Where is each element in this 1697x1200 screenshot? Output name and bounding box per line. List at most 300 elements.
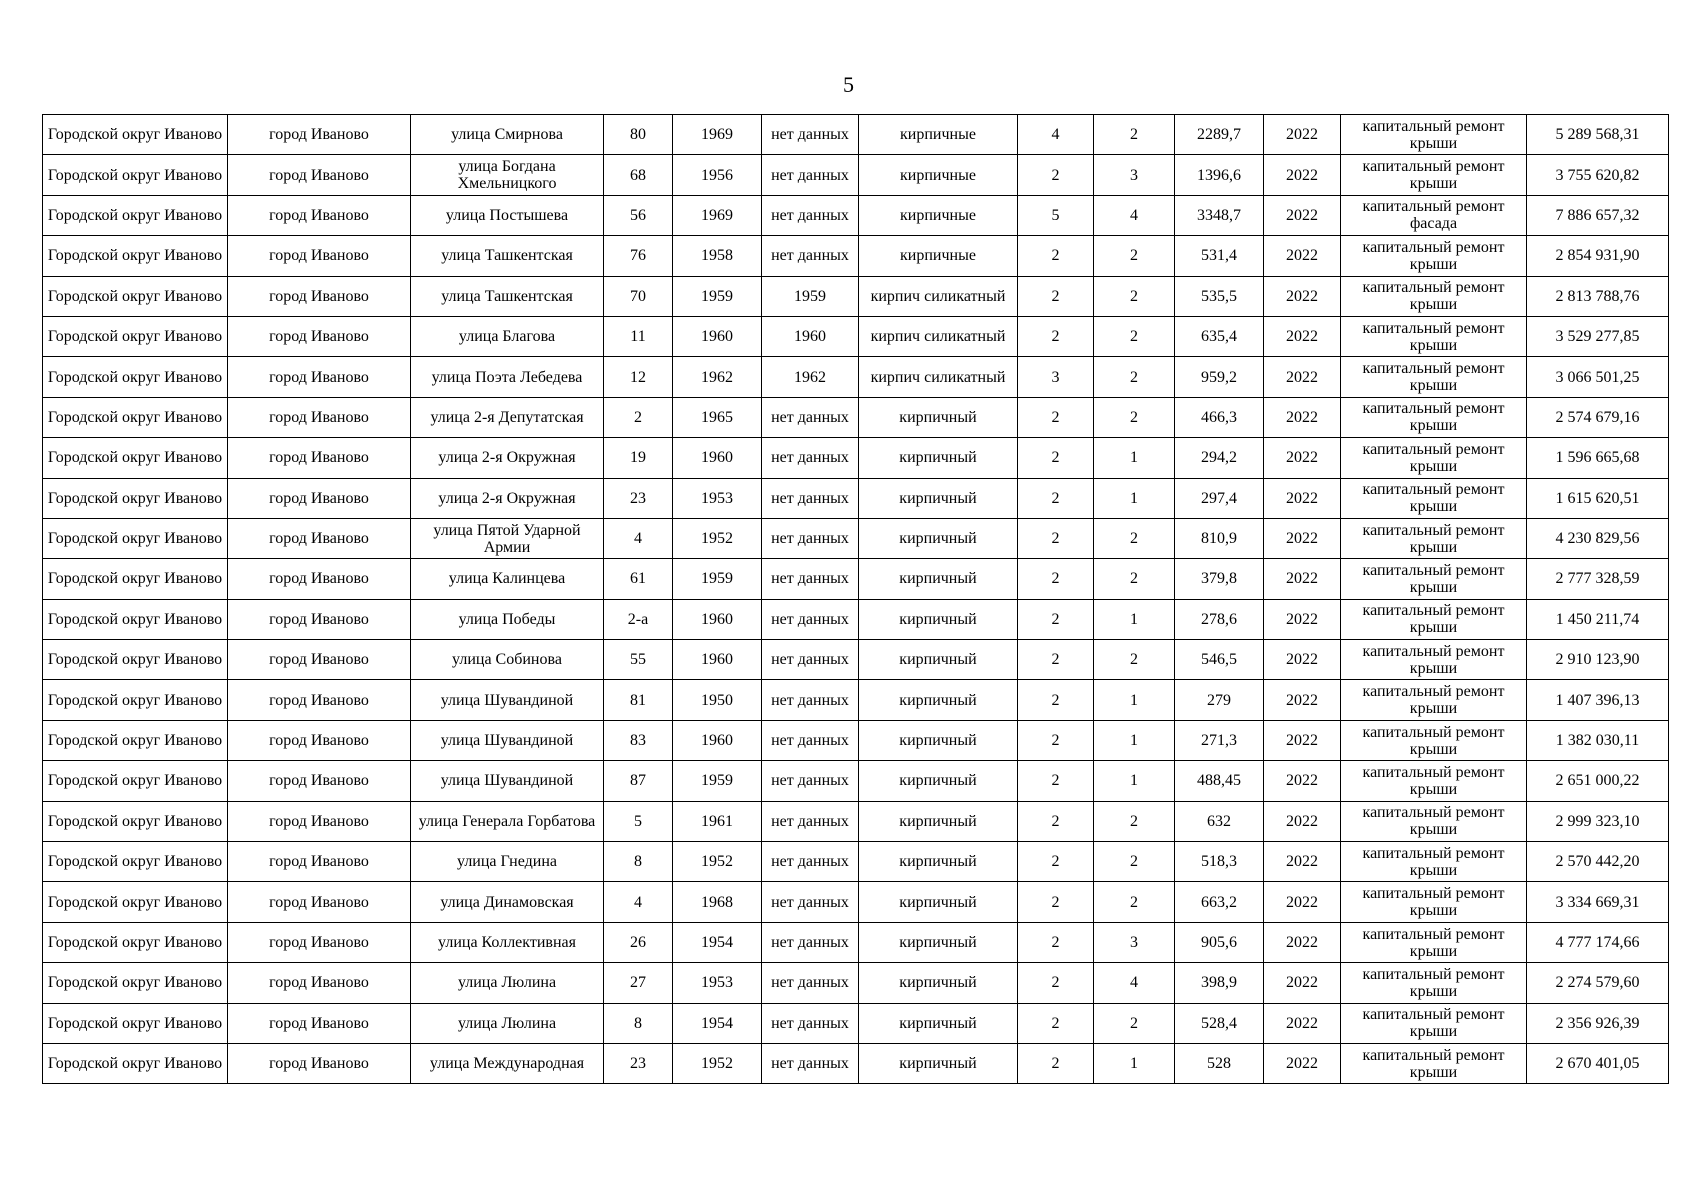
construction-year-cell bbox=[673, 599, 762, 639]
construction-year-cell bbox=[673, 115, 762, 155]
cell-text: Городской округ Иваново bbox=[47, 247, 223, 265]
table-body bbox=[43, 115, 1669, 1084]
entrances-cell bbox=[1094, 842, 1175, 882]
wall-material-cell bbox=[859, 316, 1018, 356]
cell-text: 2 bbox=[1130, 247, 1138, 265]
house-number-cell bbox=[604, 438, 673, 478]
area-cell bbox=[1175, 720, 1264, 760]
repair-year-cell bbox=[1264, 882, 1341, 922]
cell-text: 2 bbox=[1130, 812, 1138, 830]
cell-text: нет данных bbox=[771, 247, 849, 265]
commissioning-year-cell bbox=[762, 842, 859, 882]
area-cell bbox=[1175, 397, 1264, 437]
cell-text: улица Международная bbox=[429, 1055, 585, 1073]
cell-text: улица Динамовская bbox=[440, 893, 574, 911]
cell-text: город Иваново bbox=[269, 732, 369, 750]
municipality-cell bbox=[43, 276, 228, 316]
cell-text: Городской округ Иваново bbox=[47, 853, 223, 871]
construction-year-cell bbox=[673, 1043, 762, 1083]
work-type-cell bbox=[1341, 478, 1527, 518]
house-number-cell bbox=[604, 882, 673, 922]
municipality-cell bbox=[43, 1003, 228, 1043]
cell-text: кирпичный bbox=[899, 1055, 977, 1073]
housing-repair-table bbox=[42, 114, 1669, 1084]
repair-year-cell bbox=[1264, 478, 1341, 518]
area-cell bbox=[1175, 155, 1264, 195]
cell-text: город Иваново bbox=[269, 489, 369, 507]
table-row bbox=[43, 397, 1669, 437]
commissioning-year-cell bbox=[762, 640, 859, 680]
wall-material-cell bbox=[859, 922, 1018, 962]
house-number-cell bbox=[604, 357, 673, 397]
construction-year-cell bbox=[673, 518, 762, 558]
cell-text: 2022 bbox=[1286, 853, 1318, 871]
cell-text: 1 bbox=[1130, 489, 1138, 507]
street-cell bbox=[411, 438, 604, 478]
house-number-cell bbox=[604, 478, 673, 518]
work-type-cell bbox=[1341, 518, 1527, 558]
cell-text: 1952 bbox=[701, 1055, 733, 1073]
cell-text: нет данных bbox=[771, 1055, 849, 1073]
construction-year-cell bbox=[673, 842, 762, 882]
wall-material-cell bbox=[859, 438, 1018, 478]
construction-year-cell bbox=[673, 357, 762, 397]
cell-text: нет данных bbox=[771, 651, 849, 669]
cell-text: капитальный ремонт крыши bbox=[1362, 117, 1505, 152]
cell-text: кирпичный bbox=[899, 449, 977, 467]
floors-cell bbox=[1018, 559, 1094, 599]
wall-material-cell bbox=[859, 478, 1018, 518]
cell-text: Городской округ Иваново bbox=[47, 530, 223, 548]
city-cell bbox=[228, 1003, 411, 1043]
area-cell bbox=[1175, 438, 1264, 478]
cell-text: капитальный ремонт крыши bbox=[1362, 844, 1505, 879]
cell-text: кирпичный bbox=[899, 530, 977, 548]
page-number: 5 bbox=[843, 72, 854, 97]
cell-text: город Иваново bbox=[269, 570, 369, 588]
cell-text: 2022 bbox=[1286, 126, 1318, 144]
cell-text: 2 356 926,39 bbox=[1555, 1014, 1640, 1032]
repair-year-cell bbox=[1264, 195, 1341, 235]
cell-text: улица Смирнова bbox=[451, 126, 563, 144]
cell-text: 2022 bbox=[1286, 570, 1318, 588]
cell-text: Городской округ Иваново bbox=[47, 206, 223, 224]
street-cell bbox=[411, 155, 604, 195]
cell-text: капитальный ремонт крыши bbox=[1362, 965, 1505, 1000]
floors-cell bbox=[1018, 842, 1094, 882]
cell-text: 2 bbox=[1130, 368, 1138, 386]
cell-text: 56 bbox=[630, 206, 646, 224]
wall-material-cell bbox=[859, 195, 1018, 235]
repair-year-cell bbox=[1264, 316, 1341, 356]
cell-text: капитальный ремонт крыши bbox=[1362, 400, 1505, 435]
cost-cell bbox=[1527, 195, 1669, 235]
cell-text: нет данных bbox=[771, 126, 849, 144]
cell-text: 2 bbox=[1051, 449, 1060, 467]
cell-text: улица Ташкентская bbox=[441, 287, 573, 305]
floors-cell bbox=[1018, 115, 1094, 155]
cell-text: 5 bbox=[1051, 206, 1060, 224]
city-cell bbox=[228, 236, 411, 276]
commissioning-year-cell bbox=[762, 680, 859, 720]
city-cell bbox=[228, 195, 411, 235]
cell-text: 12 bbox=[630, 368, 646, 386]
work-type-cell bbox=[1341, 599, 1527, 639]
cell-text: улица Генерала Горбатова bbox=[418, 812, 596, 830]
cell-text: 2022 bbox=[1286, 328, 1318, 346]
cost-cell bbox=[1527, 357, 1669, 397]
cell-text: город Иваново bbox=[269, 691, 369, 709]
cell-text: город Иваново bbox=[269, 449, 369, 467]
cell-text: 11 bbox=[630, 328, 646, 346]
cell-text: 2 777 328,59 bbox=[1555, 570, 1640, 588]
repair-year-cell bbox=[1264, 963, 1341, 1003]
cell-text: Городской округ Иваново bbox=[47, 570, 223, 588]
cell-text: 2022 bbox=[1286, 893, 1318, 911]
floors-cell bbox=[1018, 882, 1094, 922]
cost-cell bbox=[1527, 438, 1669, 478]
cell-text: 528 bbox=[1207, 1055, 1231, 1073]
cell-text: Городской округ Иваново bbox=[47, 368, 223, 386]
repair-year-cell bbox=[1264, 761, 1341, 801]
cell-text: 1961 bbox=[701, 812, 733, 830]
cell-text: 379,8 bbox=[1201, 570, 1237, 588]
cost-cell bbox=[1527, 155, 1669, 195]
area-cell bbox=[1175, 801, 1264, 841]
repair-year-cell bbox=[1264, 155, 1341, 195]
cell-text: капитальный ремонт крыши bbox=[1362, 440, 1505, 475]
cost-cell bbox=[1527, 761, 1669, 801]
street-cell bbox=[411, 559, 604, 599]
cell-text: 1 bbox=[1130, 772, 1138, 790]
cell-text: капитальный ремонт крыши bbox=[1362, 885, 1505, 920]
commissioning-year-cell bbox=[762, 1003, 859, 1043]
cell-text: 23 bbox=[630, 1055, 646, 1073]
house-number-cell bbox=[604, 720, 673, 760]
cell-text: 297,4 bbox=[1201, 489, 1237, 507]
cell-text: город Иваново bbox=[269, 610, 369, 628]
cell-text: 1952 bbox=[701, 530, 733, 548]
table-row bbox=[43, 720, 1669, 760]
cell-text: Городской округ Иваново bbox=[47, 287, 223, 305]
municipality-cell bbox=[43, 720, 228, 760]
commissioning-year-cell bbox=[762, 1043, 859, 1083]
cell-text: 663,2 bbox=[1201, 893, 1237, 911]
cell-text: капитальный ремонт крыши bbox=[1362, 481, 1505, 516]
construction-year-cell bbox=[673, 801, 762, 841]
cell-text: нет данных bbox=[771, 166, 849, 184]
floors-cell bbox=[1018, 720, 1094, 760]
entrances-cell bbox=[1094, 1043, 1175, 1083]
cost-cell bbox=[1527, 842, 1669, 882]
entrances-cell bbox=[1094, 801, 1175, 841]
street-cell bbox=[411, 882, 604, 922]
wall-material-cell bbox=[859, 882, 1018, 922]
house-number-cell bbox=[604, 316, 673, 356]
street-cell bbox=[411, 761, 604, 801]
wall-material-cell bbox=[859, 518, 1018, 558]
repair-year-cell bbox=[1264, 438, 1341, 478]
cell-text: кирпичный bbox=[899, 853, 977, 871]
work-type-cell bbox=[1341, 640, 1527, 680]
area-cell bbox=[1175, 640, 1264, 680]
cell-text: 959,2 bbox=[1201, 368, 1237, 386]
cell-text: город Иваново bbox=[269, 328, 369, 346]
cell-text: 2 651 000,22 bbox=[1555, 772, 1640, 790]
cell-text: 2022 bbox=[1286, 1055, 1318, 1073]
cell-text: 1959 bbox=[701, 772, 733, 790]
cell-text: Городской округ Иваново bbox=[47, 651, 223, 669]
cost-cell bbox=[1527, 1043, 1669, 1083]
cell-text: 531,4 bbox=[1201, 247, 1237, 265]
cell-text: 1959 bbox=[701, 287, 733, 305]
floors-cell bbox=[1018, 640, 1094, 680]
cell-text: кирпичный bbox=[899, 812, 977, 830]
house-number-cell bbox=[604, 559, 673, 599]
cell-text: 2 bbox=[1051, 691, 1060, 709]
cell-text: капитальный ремонт крыши bbox=[1362, 360, 1505, 395]
repair-year-cell bbox=[1264, 115, 1341, 155]
entrances-cell bbox=[1094, 963, 1175, 1003]
floors-cell bbox=[1018, 761, 1094, 801]
work-type-cell bbox=[1341, 155, 1527, 195]
cell-text: 1953 bbox=[701, 974, 733, 992]
cell-text: 87 bbox=[630, 772, 646, 790]
house-number-cell bbox=[604, 963, 673, 1003]
cell-text: улица Шувандиной bbox=[440, 691, 574, 709]
table-row bbox=[43, 195, 1669, 235]
cell-text: 632 bbox=[1207, 812, 1231, 830]
city-cell bbox=[228, 963, 411, 1003]
cost-cell bbox=[1527, 1003, 1669, 1043]
street-cell bbox=[411, 195, 604, 235]
table-row bbox=[43, 1043, 1669, 1083]
table-row bbox=[43, 438, 1669, 478]
cell-text: кирпичный bbox=[899, 893, 977, 911]
table-row bbox=[43, 357, 1669, 397]
cost-cell bbox=[1527, 518, 1669, 558]
entrances-cell bbox=[1094, 155, 1175, 195]
city-cell bbox=[228, 640, 411, 680]
entrances-cell bbox=[1094, 720, 1175, 760]
cell-text: город Иваново bbox=[269, 934, 369, 951]
cell-text: 1959 bbox=[701, 570, 733, 588]
cell-text: кирпичный bbox=[899, 934, 977, 951]
construction-year-cell bbox=[673, 316, 762, 356]
cell-text: 80 bbox=[630, 126, 646, 144]
cell-text: 294,2 bbox=[1201, 449, 1237, 467]
city-cell bbox=[228, 599, 411, 639]
cell-text: 83 bbox=[630, 732, 646, 750]
cell-text: 26 bbox=[630, 934, 646, 951]
construction-year-cell bbox=[673, 478, 762, 518]
cost-cell bbox=[1527, 115, 1669, 155]
municipality-cell bbox=[43, 478, 228, 518]
cost-cell bbox=[1527, 720, 1669, 760]
cell-text: 8 bbox=[634, 853, 642, 871]
cell-text: 2022 bbox=[1286, 651, 1318, 669]
cell-text: улица Люлина bbox=[457, 974, 557, 992]
cell-text: город Иваново bbox=[269, 651, 369, 669]
commissioning-year-cell bbox=[762, 559, 859, 599]
cell-text: 2022 bbox=[1286, 449, 1318, 467]
cell-text: капитальный ремонт крыши bbox=[1362, 1006, 1505, 1041]
cell-text: 535,5 bbox=[1201, 287, 1237, 305]
area-cell bbox=[1175, 1003, 1264, 1043]
cell-text: Городской округ Иваново bbox=[47, 974, 223, 992]
city-cell bbox=[228, 155, 411, 195]
municipality-cell bbox=[43, 599, 228, 639]
street-cell bbox=[411, 397, 604, 437]
floors-cell bbox=[1018, 155, 1094, 195]
cell-text: капитальный ремонт крыши bbox=[1362, 804, 1505, 839]
house-number-cell bbox=[604, 236, 673, 276]
house-number-cell bbox=[604, 195, 673, 235]
area-cell bbox=[1175, 316, 1264, 356]
table-row bbox=[43, 680, 1669, 720]
cell-text: 2 910 123,90 bbox=[1555, 651, 1640, 669]
cost-cell bbox=[1527, 397, 1669, 437]
area-cell bbox=[1175, 1043, 1264, 1083]
repair-year-cell bbox=[1264, 801, 1341, 841]
cell-text: улица Победы bbox=[458, 610, 556, 628]
cell-text: капитальный ремонт крыши bbox=[1362, 602, 1505, 637]
cell-text: улица Люлина bbox=[457, 1014, 557, 1032]
cell-text: 1959 bbox=[794, 287, 826, 305]
cell-text: 1 596 665,68 bbox=[1555, 449, 1640, 467]
cell-text: улица 2-я Окружная bbox=[438, 449, 576, 467]
cell-text: 2022 bbox=[1286, 1014, 1318, 1032]
cell-text: нет данных bbox=[771, 853, 849, 871]
street-cell bbox=[411, 357, 604, 397]
municipality-cell bbox=[43, 963, 228, 1003]
cell-text: 2 bbox=[1051, 489, 1060, 507]
cell-text: 466,3 bbox=[1201, 408, 1237, 426]
house-number-cell bbox=[604, 155, 673, 195]
cell-text: 1958 bbox=[701, 247, 733, 265]
cell-text: 1 bbox=[1130, 1055, 1138, 1073]
cell-text: улица Ташкентская bbox=[441, 247, 573, 265]
cell-text: кирпичный bbox=[899, 974, 977, 992]
cell-text: 2 bbox=[1051, 408, 1060, 426]
entrances-cell bbox=[1094, 640, 1175, 680]
area-cell bbox=[1175, 599, 1264, 639]
construction-year-cell bbox=[673, 720, 762, 760]
table-row bbox=[43, 559, 1669, 599]
cell-text: кирпичный bbox=[899, 570, 977, 588]
entrances-cell bbox=[1094, 438, 1175, 478]
cell-text: 2 bbox=[1051, 812, 1060, 830]
cell-text: 2 bbox=[1051, 610, 1060, 628]
street-cell bbox=[411, 842, 604, 882]
cell-text: нет данных bbox=[771, 408, 849, 426]
cost-cell bbox=[1527, 478, 1669, 518]
cell-text: 76 bbox=[630, 247, 646, 265]
city-cell bbox=[228, 761, 411, 801]
commissioning-year-cell bbox=[762, 801, 859, 841]
cell-text: 2 bbox=[1130, 530, 1138, 548]
construction-year-cell bbox=[673, 882, 762, 922]
area-cell bbox=[1175, 882, 1264, 922]
work-type-cell bbox=[1341, 316, 1527, 356]
floors-cell bbox=[1018, 963, 1094, 1003]
cell-text: Городской округ Иваново bbox=[47, 126, 223, 144]
cell-text: капитальный ремонт крыши bbox=[1362, 683, 1505, 718]
floors-cell bbox=[1018, 397, 1094, 437]
cell-text: 2022 bbox=[1286, 732, 1318, 750]
city-cell bbox=[228, 801, 411, 841]
cell-text: улица Собинова bbox=[452, 651, 562, 669]
cell-text: 1 bbox=[1130, 610, 1138, 628]
wall-material-cell bbox=[859, 599, 1018, 639]
cell-text: нет данных bbox=[771, 772, 849, 790]
cell-text: Городской округ Иваново bbox=[47, 328, 223, 346]
street-cell bbox=[411, 599, 604, 639]
commissioning-year-cell bbox=[762, 963, 859, 1003]
cell-text: 2 bbox=[1051, 934, 1060, 951]
repair-year-cell bbox=[1264, 842, 1341, 882]
repair-year-cell bbox=[1264, 276, 1341, 316]
area-cell bbox=[1175, 236, 1264, 276]
cell-text: 5 289 568,31 bbox=[1555, 126, 1640, 144]
cell-text: нет данных bbox=[771, 449, 849, 467]
municipality-cell bbox=[43, 882, 228, 922]
cell-text: улица 2-я Депутатская bbox=[430, 408, 584, 426]
work-type-cell bbox=[1341, 801, 1527, 841]
cell-text: 1960 bbox=[701, 651, 733, 669]
construction-year-cell bbox=[673, 680, 762, 720]
cell-text: капитальный ремонт крыши bbox=[1362, 723, 1505, 758]
cell-text: 1956 bbox=[701, 166, 733, 184]
table-row bbox=[43, 882, 1669, 922]
commissioning-year-cell bbox=[762, 599, 859, 639]
municipality-cell bbox=[43, 195, 228, 235]
house-number-cell bbox=[604, 115, 673, 155]
area-cell bbox=[1175, 761, 1264, 801]
entrances-cell bbox=[1094, 357, 1175, 397]
cell-text: 2 bbox=[1051, 853, 1060, 871]
cell-text: Городской округ Иваново bbox=[47, 1014, 223, 1032]
cell-text: 1960 bbox=[701, 732, 733, 750]
wall-material-cell bbox=[859, 801, 1018, 841]
street-cell bbox=[411, 922, 604, 962]
cell-text: улица Богдана Хмельницкого bbox=[457, 158, 557, 193]
cell-text: 2289,7 bbox=[1197, 126, 1241, 144]
floors-cell bbox=[1018, 195, 1094, 235]
house-number-cell bbox=[604, 1043, 673, 1083]
cell-text: Городской округ Иваново bbox=[47, 610, 223, 628]
cell-text: 1952 bbox=[701, 853, 733, 871]
commissioning-year-cell bbox=[762, 357, 859, 397]
floors-cell bbox=[1018, 1043, 1094, 1083]
table-row bbox=[43, 316, 1669, 356]
cell-text: 5 bbox=[634, 812, 642, 830]
repair-year-cell bbox=[1264, 1003, 1341, 1043]
cost-cell bbox=[1527, 599, 1669, 639]
cell-text: кирпичные bbox=[900, 166, 976, 184]
table-row bbox=[43, 922, 1669, 962]
municipality-cell bbox=[43, 518, 228, 558]
entrances-cell bbox=[1094, 680, 1175, 720]
commissioning-year-cell bbox=[762, 236, 859, 276]
cell-text: 2 bbox=[1130, 651, 1138, 669]
cell-text: 2 bbox=[1051, 1014, 1060, 1032]
area-cell bbox=[1175, 478, 1264, 518]
entrances-cell bbox=[1094, 195, 1175, 235]
floors-cell bbox=[1018, 922, 1094, 962]
cell-text: 2 bbox=[1130, 853, 1138, 871]
municipality-cell bbox=[43, 922, 228, 962]
